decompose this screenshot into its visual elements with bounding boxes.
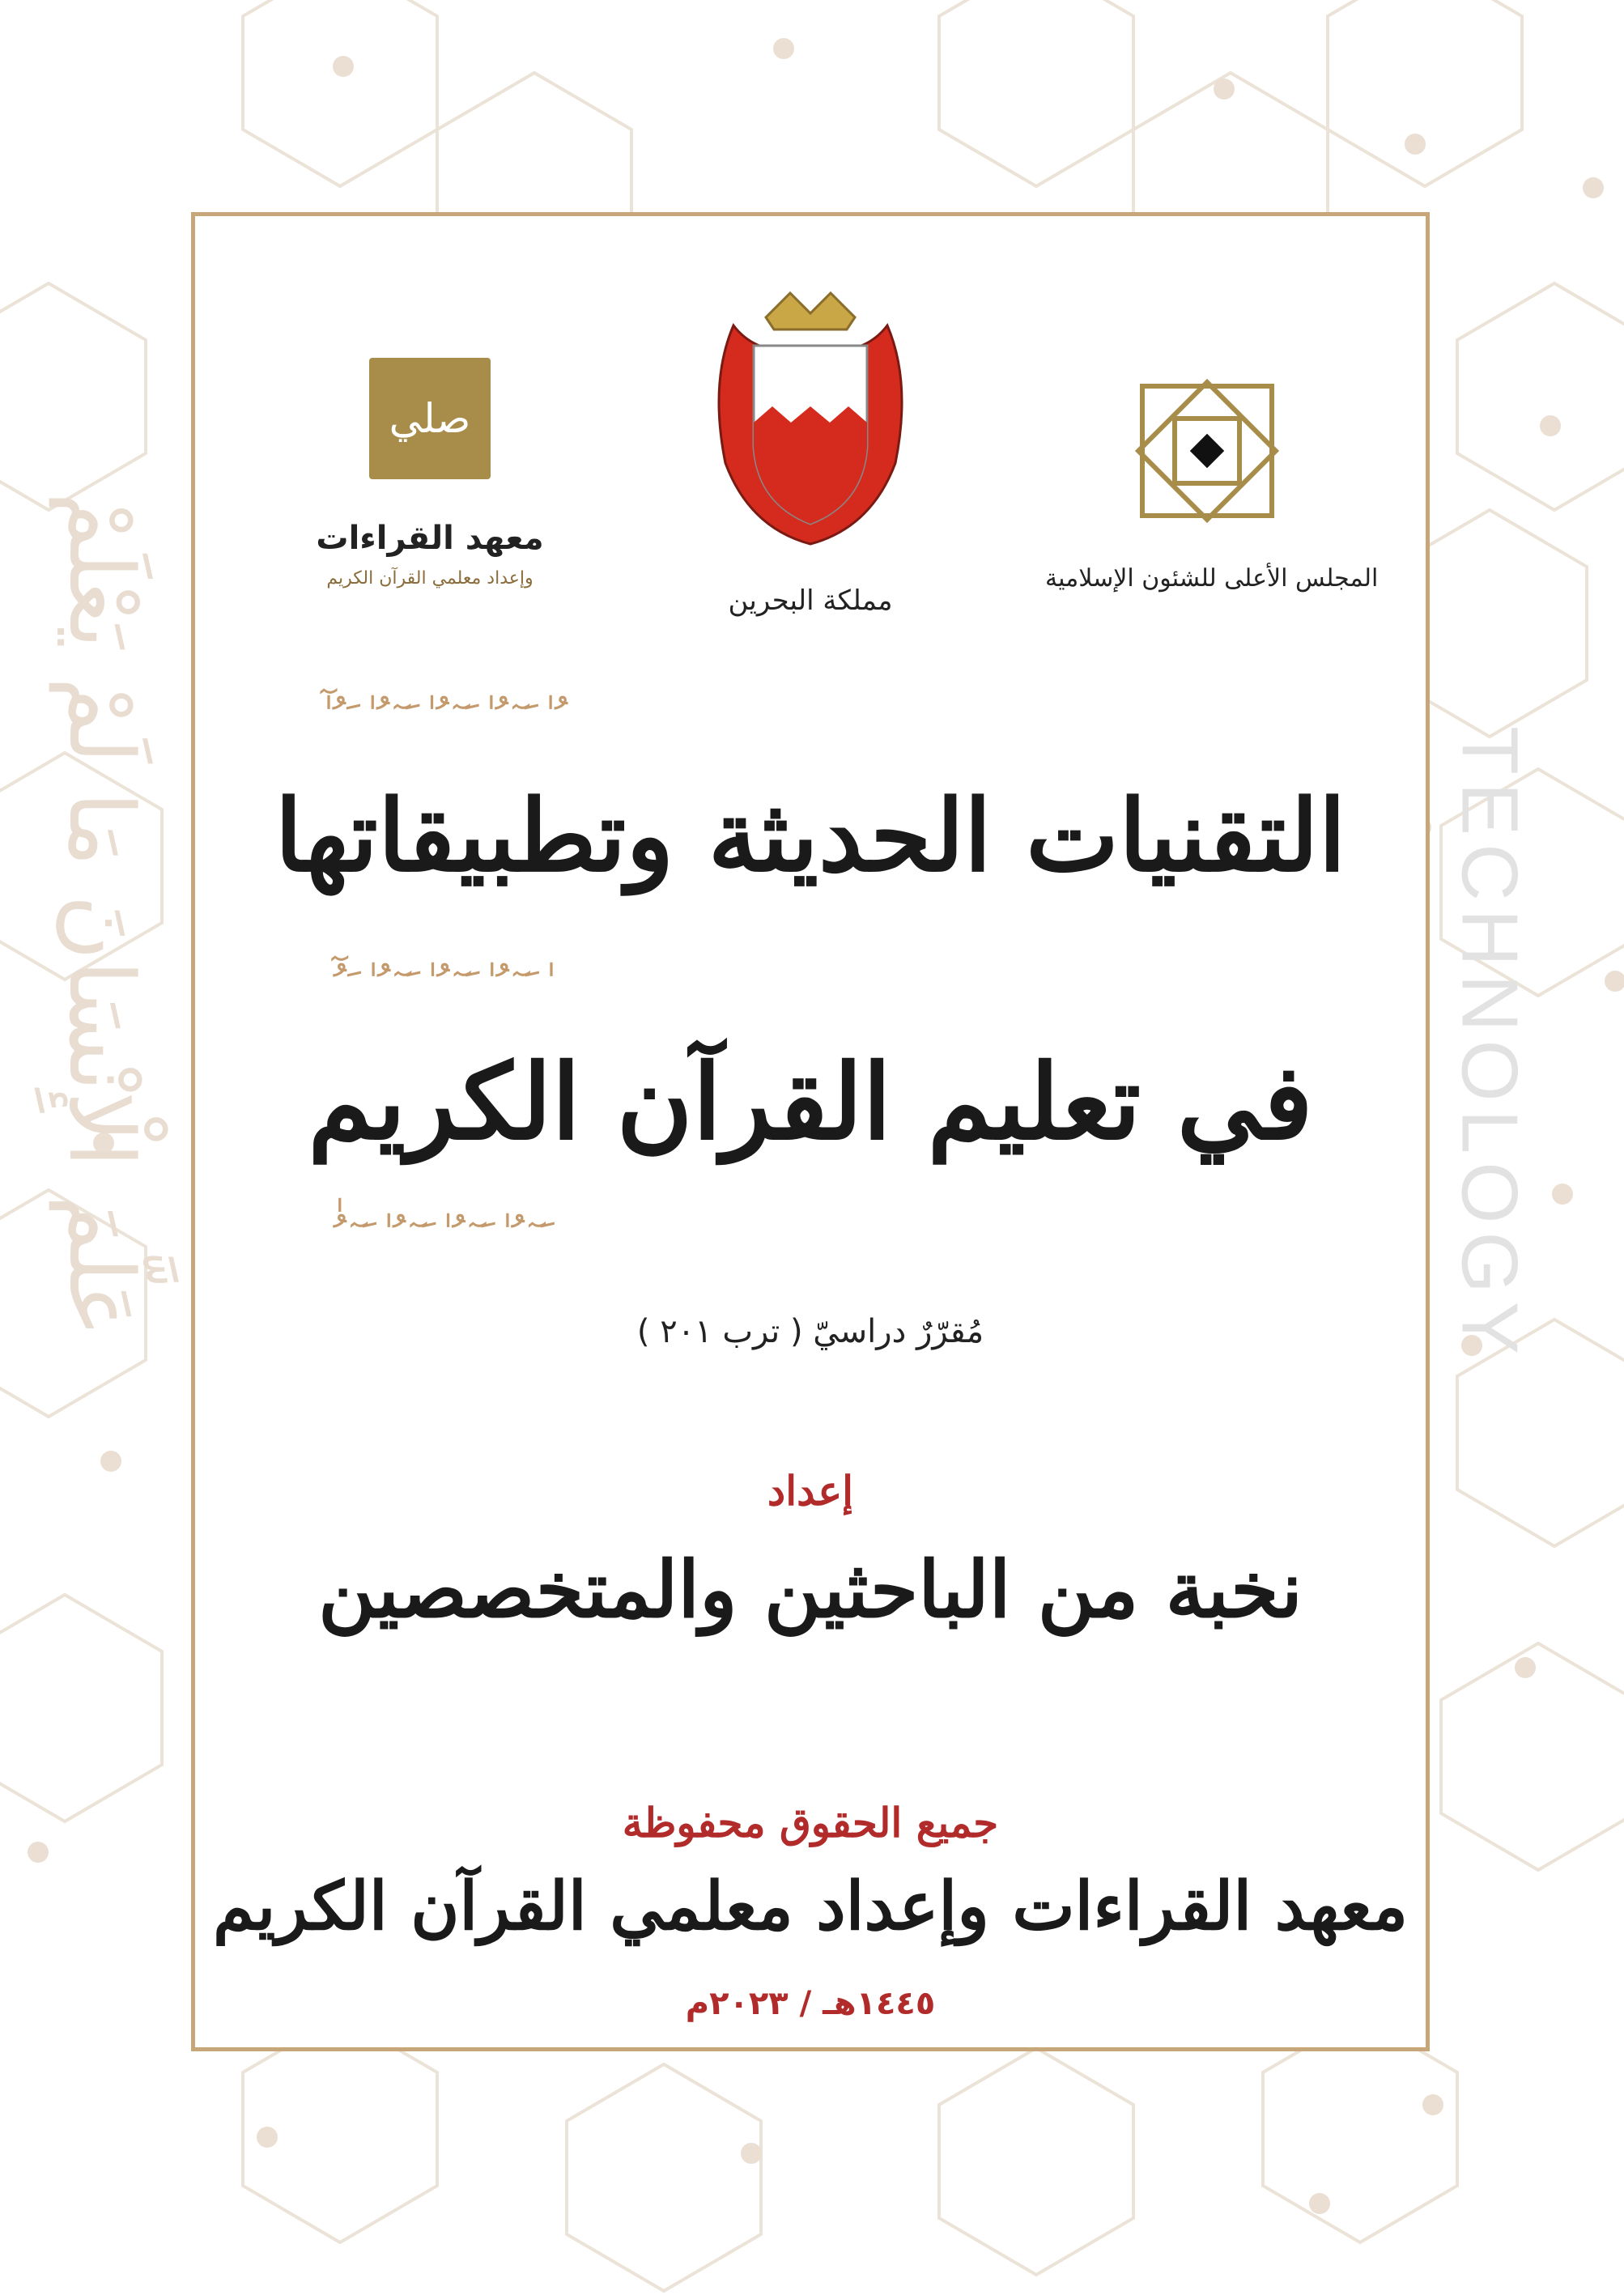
course-code: مُقرّرٌ دراسيّ ( ترب ٢٠١ ) (636, 1313, 984, 1350)
svg-text:صلي: صلي (389, 395, 471, 442)
svg-text:ٓ ٰ ُ َ ٰ ُ ٓ َ ٰ ُ ٓ َ ٰ ُ ٓ: ٓ ٰ ُ َ ٰ ُ ٓ َ ٰ ُ ٓ َ ٰ ُ ٓ َ ٰ ُ (317, 694, 568, 750)
svg-text:ُ ٓ َ ٰ ُ ٓ َ ٰ ُ ٓ َ ٰ ُ ٓ َ: ُ ٓ َ ٰ ُ ٓ َ ٰ ُ ٓ َ ٰ ُ ٓ َ ٰ (333, 961, 555, 1018)
institute-logo (308, 358, 551, 633)
institute-subtitle: وإعداد معلمي القرآن الكريم (326, 568, 534, 589)
rights-label: جميع الحقوق محفوظة (622, 1799, 999, 1847)
publication-date: ١٤٤٥هـ / ٢٠٢٣م (685, 1985, 936, 2022)
svg-text:ٰ ُ ٓ َ ٰ ُ ٓ َ ٰ ُ ٓ َ ٰ ُ ٓ: ٰ ُ ٓ َ ٰ ُ ٓ َ ٰ ُ ٓ َ ٰ ُ ٓ َ (333, 1212, 555, 1269)
authors: نخبة من الباحثين والمتخصصين (318, 1544, 1303, 1635)
side-technology-word: TECHNOLOGY (1445, 725, 1535, 1363)
side-quran-verse: عَلَّمَ الْإِنْسَانَ مَا لَمْ يَعْلَمْ (49, 492, 153, 1337)
supreme-council-logo (1045, 374, 1379, 641)
bahrain-coat-of-arms-icon (701, 285, 920, 560)
rights-holder: معهد القراءات وإعداد معلمي القرآن الكريم (212, 1868, 1409, 1945)
council-square-kufic-icon (1130, 374, 1284, 528)
bahrain-caption: مملكة البحرين (728, 584, 893, 617)
title-line-1: التقنيات الحديثة وتطبيقاتها (274, 777, 1346, 894)
institute-name: معهد القراءات (316, 520, 544, 557)
book-title (195, 702, 1426, 1236)
institute-seal-icon (369, 358, 491, 479)
title-line-2: في تعليم القرآن الكريم (308, 1042, 1313, 1163)
prepared-by-label: إعداد (767, 1467, 854, 1515)
council-caption: المجلس الأعلى للشئون الإسلامية (1045, 564, 1379, 593)
bahrain-emblem (701, 285, 920, 641)
cover-frame (191, 212, 1430, 2051)
